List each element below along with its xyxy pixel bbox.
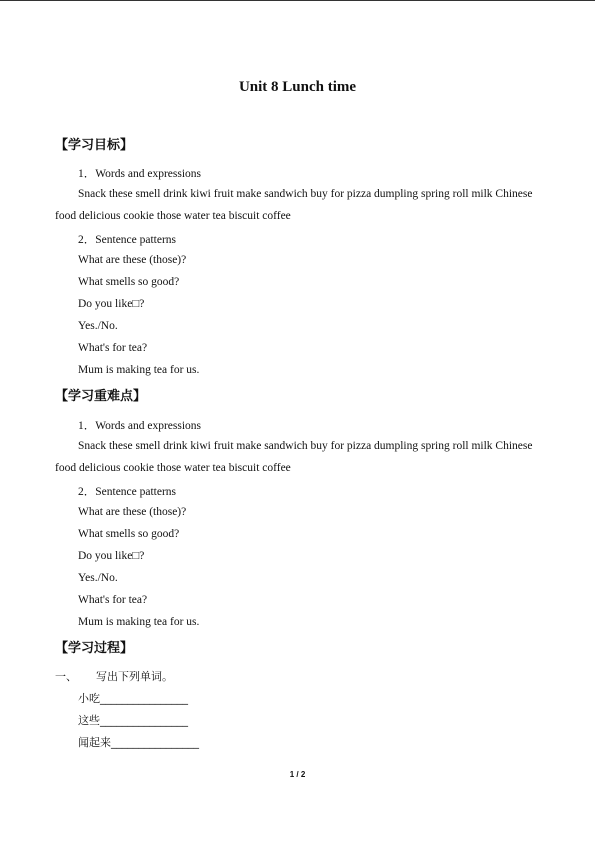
fill-blank-item[interactable]: 小吃________________ [78,692,188,705]
goals-item-sentences: 2．Sentence patterns [78,234,177,246]
keypoints-sentence: Yes./No. [78,572,118,584]
keypoints-sentence: What are these (those)? [78,506,187,518]
section-heading-goals: 【学习目标】 [55,138,134,153]
page-number: 1 / 2 [289,770,306,779]
goals-sentence: What smells so good? [78,276,180,288]
task-number: 一、 [55,670,77,683]
section-heading-key-points: 【学习重难点】 [55,389,147,404]
goals-vocab-line-1: Snack these smell drink kiwi fruit make sandwich buy for pizza dumpling spring roll milk Chinese [78,188,533,200]
goals-sentence: What are these (those)? [78,254,187,266]
section-heading-process: 【学习过程】 [55,641,134,656]
keypoints-sentence: What smells so good? [78,528,180,540]
goals-sentence: Mum is making tea for us. [78,364,200,376]
goals-sentence: What's for tea? [78,342,148,354]
task-instruction: 写出下列单词。 [96,670,173,683]
keypoints-sentence: What's for tea? [78,594,148,606]
keypoints-vocab-line-2: food delicious cookie those water tea biscuit coffee [55,462,291,474]
fill-blank-item[interactable]: 这些________________ [78,714,188,727]
keypoints-vocab-line-1: Snack these smell drink kiwi fruit make sandwich buy for pizza dumpling spring roll milk Chinese [78,440,533,452]
fill-blank-item[interactable]: 闻起来________________ [78,736,199,749]
goals-item-words: 1．Words and expressions [78,168,202,180]
keypoints-item-sentences: 2．Sentence patterns [78,486,177,498]
goals-sentence: Do you like□? [78,298,145,310]
keypoints-sentence: Mum is making tea for us. [78,616,200,628]
keypoints-item-words: 1．Words and expressions [78,420,202,432]
page-top-border [0,0,595,1]
goals-vocab-line-2: food delicious cookie those water tea biscuit coffee [55,210,291,222]
goals-sentence: Yes./No. [78,320,118,332]
keypoints-sentence: Do you like□? [78,550,145,562]
page-title: Unit 8 Lunch time [238,79,357,95]
